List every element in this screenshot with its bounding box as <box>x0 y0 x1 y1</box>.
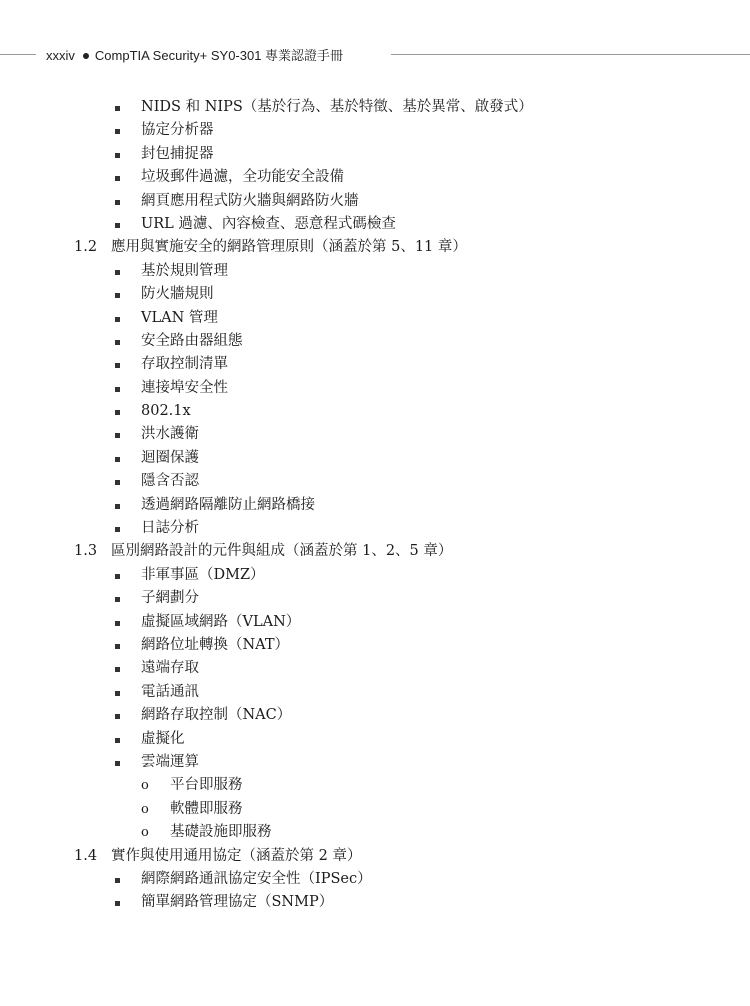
square-bullet-icon <box>115 878 120 883</box>
square-bullet-icon <box>115 387 120 392</box>
square-bullet-icon <box>115 129 120 134</box>
list-item: 迴圈保護 <box>0 447 750 470</box>
section-title: 區別網路設計的元件與組成（涵蓋於第 1、2、5 章） <box>111 543 453 560</box>
sub-list-item: o 平台即服務 <box>0 774 750 797</box>
list-item: NIDS 和 NIPS（基於行為、基於特徵、基於異常、啟發式） <box>0 96 750 119</box>
list-item: 存取控制清單 <box>0 353 750 376</box>
square-bullet-icon <box>115 176 120 181</box>
square-bullet-icon <box>115 691 120 696</box>
running-header <box>0 43 750 67</box>
list-item: 垃圾郵件過濾，全功能安全設備 <box>0 166 750 189</box>
square-bullet-icon <box>115 270 120 275</box>
list-item: 隱含否認 <box>0 470 750 493</box>
list-item: 連接埠安全性 <box>0 377 750 400</box>
square-bullet-icon <box>115 457 120 462</box>
list-item: 802.1x <box>0 400 750 423</box>
list-item: 遠端存取 <box>0 657 750 680</box>
list-item: 網頁應用程式防火牆與網路防火牆 <box>0 190 750 213</box>
list-item: 網路存取控制（NAC） <box>0 704 750 727</box>
circle-bullet-icon: o <box>141 825 149 841</box>
square-bullet-icon <box>115 223 120 228</box>
list-item: 網路位址轉換（NAT） <box>0 634 750 657</box>
header-rule-right <box>391 54 750 55</box>
square-bullet-icon <box>115 410 120 415</box>
square-bullet-icon <box>115 527 120 532</box>
list-item: VLAN 管理 <box>0 307 750 330</box>
page-body <box>0 96 750 915</box>
square-bullet-icon <box>115 621 120 626</box>
bullet-dot-icon <box>83 53 89 59</box>
square-bullet-icon <box>115 106 120 111</box>
list-item: 透過網路隔離防止網路橋接 <box>0 494 750 517</box>
list-item: 電話通訊 <box>0 681 750 704</box>
section-heading <box>0 845 750 868</box>
list-item: 協定分析器 <box>0 119 750 142</box>
sub-list-item: o 基礎設施即服務 <box>0 821 750 844</box>
section-number: 1.4 <box>74 847 98 864</box>
square-bullet-icon <box>115 738 120 743</box>
square-bullet-icon <box>115 644 120 649</box>
section-title: 應用與實施安全的網路管理原則（涵蓋於第 5、11 章） <box>111 239 467 256</box>
section-title: 實作與使用通用協定（涵蓋於第 2 章） <box>111 847 362 864</box>
square-bullet-icon <box>115 433 120 438</box>
square-bullet-icon <box>115 363 120 368</box>
circle-bullet-icon: o <box>141 778 149 794</box>
book-title: CompTIA Security+ SY0-301 專業認證手冊 <box>94 48 344 63</box>
square-bullet-icon <box>115 597 120 602</box>
square-bullet-icon <box>115 761 120 766</box>
list-item: 洪水護衛 <box>0 423 750 446</box>
header-rule-left <box>0 54 36 55</box>
intro-list <box>0 96 750 236</box>
sub-list-item: o 軟體即服務 <box>0 798 750 821</box>
list-item: 簡單網路管理協定（SNMP） <box>0 891 750 914</box>
square-bullet-icon <box>115 667 120 672</box>
square-bullet-icon <box>115 504 120 509</box>
square-bullet-icon <box>115 901 120 906</box>
square-bullet-icon <box>115 714 120 719</box>
section-heading <box>0 540 750 563</box>
square-bullet-icon <box>115 200 120 205</box>
section-heading <box>0 236 750 259</box>
square-bullet-icon <box>115 574 120 579</box>
circle-bullet-icon: o <box>141 801 149 817</box>
section-1-2 <box>0 236 750 540</box>
list-item: 封包捕捉器 <box>0 143 750 166</box>
header-text <box>46 45 343 64</box>
list-item: 雲端運算 <box>0 751 750 774</box>
section-1-4 <box>0 845 750 915</box>
list-item: 網際網路通訊協定安全性（IPSec） <box>0 868 750 891</box>
list-item: 子網劃分 <box>0 587 750 610</box>
square-bullet-icon <box>115 340 120 345</box>
list-item: 虛擬區域網路（VLAN） <box>0 611 750 634</box>
section-number: 1.2 <box>74 239 98 256</box>
list-item: 虛擬化 <box>0 728 750 751</box>
list-item: 基於規則管理 <box>0 260 750 283</box>
page-number: xxxiv <box>46 48 75 63</box>
list-item: URL 過濾、內容檢查、惡意程式碼檢查 <box>0 213 750 236</box>
list-item: 非軍事區（DMZ） <box>0 564 750 587</box>
square-bullet-icon <box>115 293 120 298</box>
list-item: 安全路由器組態 <box>0 330 750 353</box>
square-bullet-icon <box>115 480 120 485</box>
list-item: 日誌分析 <box>0 517 750 540</box>
list-item: 防火牆規則 <box>0 283 750 306</box>
section-number: 1.3 <box>74 543 98 560</box>
square-bullet-icon <box>115 153 120 158</box>
square-bullet-icon <box>115 317 120 322</box>
section-1-3 <box>0 540 750 844</box>
